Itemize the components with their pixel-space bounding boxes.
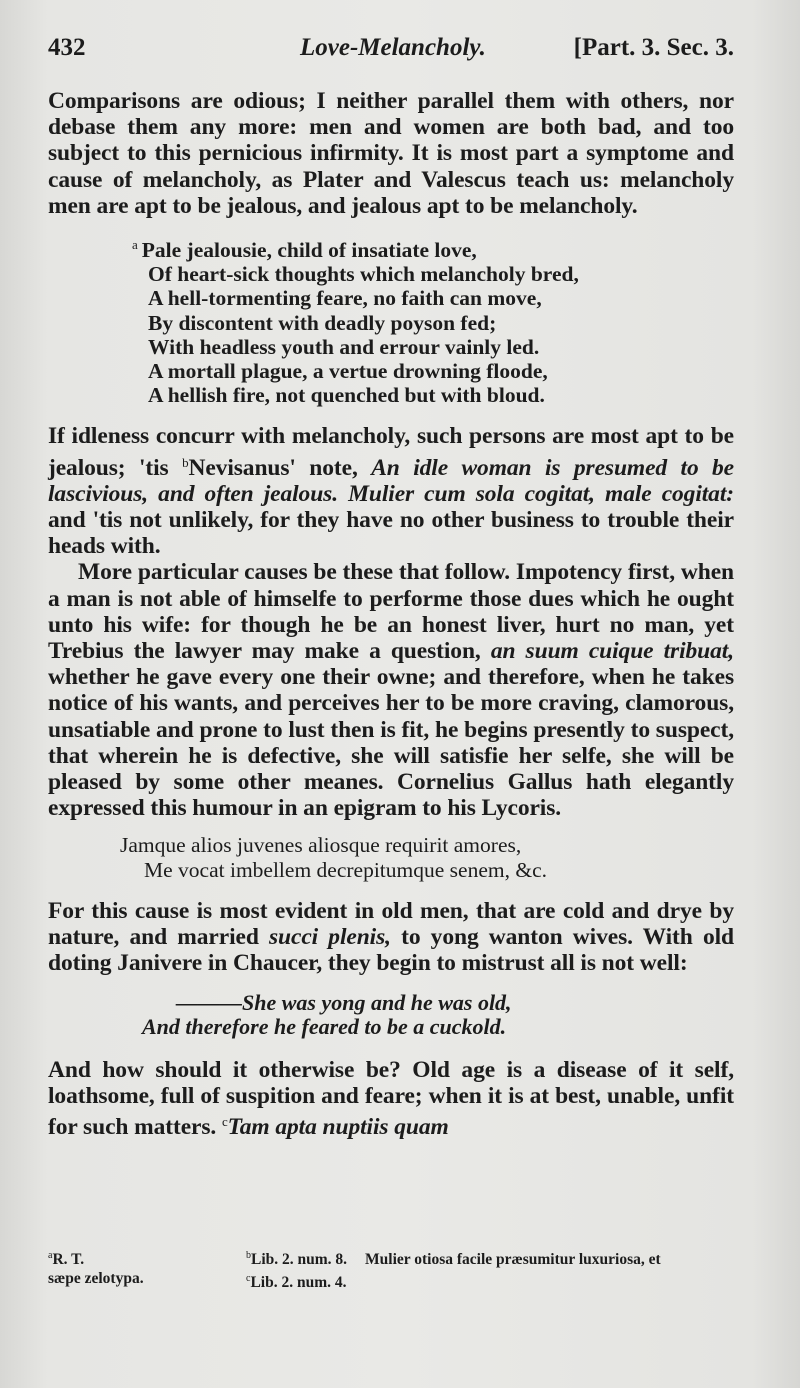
verse-line: ———She was yong and he was old, — [176, 989, 512, 1015]
paragraph-comparisons: Comparisons are odious; I neither parallel them with others, nor debase them any more: men and women are both bad, and too subject to this pernicious infirmity. It is most part a symptome and cause of melancholy, as Plater and Valescus teach us: melancholy men are apt to be jealous, and jealous apt to be melancholy. — [48, 88, 734, 219]
footnote-a: $^a$R. T. sæpe zelotypa. — [48, 1250, 144, 1287]
verse-line: Jamque alios juvenes aliosque requirit amores, — [120, 833, 522, 858]
verse-line: A hellish fire, not quenched but with bloud. — [148, 383, 545, 408]
footnote-c: $^c$Lib. 2. num. 4. — [246, 1273, 347, 1291]
footnote-b-c — [246, 1246, 738, 1292]
verse-line: A mortall plague, a vertue drowning floode, — [148, 359, 548, 384]
verse-line: $^a$ Pale jealousie, child of insatiate love, — [132, 237, 477, 263]
verse-jealousie — [132, 233, 734, 408]
paragraph-old-men: For this cause is most evident in old men, that are cold and drye by nature, and married succi plenis, to yong wanton wives. With old doting Janivere in Chaucer, they begin to mistrust all is not well: — [48, 897, 734, 977]
section-reference: [Part. 3. Sec. 3. — [573, 34, 734, 61]
page-body — [48, 88, 734, 1141]
paragraph-impotency: More particular causes be these that follow. Impotency first, when a man is not able of himselfe to performe those dues which he ought unto his wife: for though he be an honest liver, hurt no man, yet Trebius the lawyer may make a question, an suum cuique tribuat, whether he gave every one their owne; and therefore, when he takes notice of his wants, and perceives her to be more craving, clamorous, unsatiable and prone to lust then is fit, he begins presently to suspect, that wherein he is defective, she will satisfie her selfe, she will be pleased by some other meanes. Cornelius Gallus hath elegantly expressed this humour in an epigram to his Lycoris. — [48, 559, 734, 822]
running-title: Love-Melancholy. — [300, 34, 486, 61]
italic-quotation: an suum cuique tribuat, — [490, 638, 734, 665]
verse-line: And therefore he feared to be a cuckold. — [142, 1013, 507, 1039]
italic-quotation: succi plenis, — [269, 924, 391, 951]
paragraph-idleness: If idleness concurr with melancholy, such persons are most apt to be jealous; 'tis $^b$Nevisanus' note, An idle woman is presumed to be lascivious, and often jealous. Mulier cum sola cogitat, male cogitat: and 'tis not unlikely, for they have no other business to trouble their heads with. — [48, 423, 735, 560]
paragraph-old-age: And how should it otherwise be? Old age is a disease of it self, loathsome, full of suspition and feare; when it is at best, unable, unfit for such matters. $^c$Tam apta nuptiis quam — [48, 1056, 734, 1141]
verse-line: By discontent with deadly poyson fed; — [148, 310, 497, 335]
footnote-b: $^b$Lib. 2. num. 8. Mulier otiosa facile præsumitur luxuriosa, et — [246, 1250, 661, 1268]
verse-line: Me vocat imbellem decrepitumque senem, &c. — [144, 857, 547, 882]
verse-chaucer — [142, 989, 734, 1039]
verse-latin-epigram — [120, 833, 734, 881]
verse-line: With headless youth and errour vainly led. — [148, 334, 540, 359]
footnote-marker-b: b — [182, 454, 189, 470]
page-number: 432 — [48, 34, 86, 61]
footnote-marker-c: c — [222, 1114, 228, 1130]
italic-quotation: An idle woman is presumed to be lascivious, and often jealous. Mulier cum sola cogitat, male cogitat: — [48, 454, 735, 507]
verse-line: Of heart-sick thoughts which melancholy bred, — [148, 262, 579, 287]
italic-quotation: Tam apta nuptiis quam — [227, 1114, 449, 1141]
verse-line: A hell-tormenting feare, no faith can move, — [148, 286, 542, 311]
footnote-marker-a: a — [132, 237, 138, 253]
page-header — [48, 30, 734, 70]
